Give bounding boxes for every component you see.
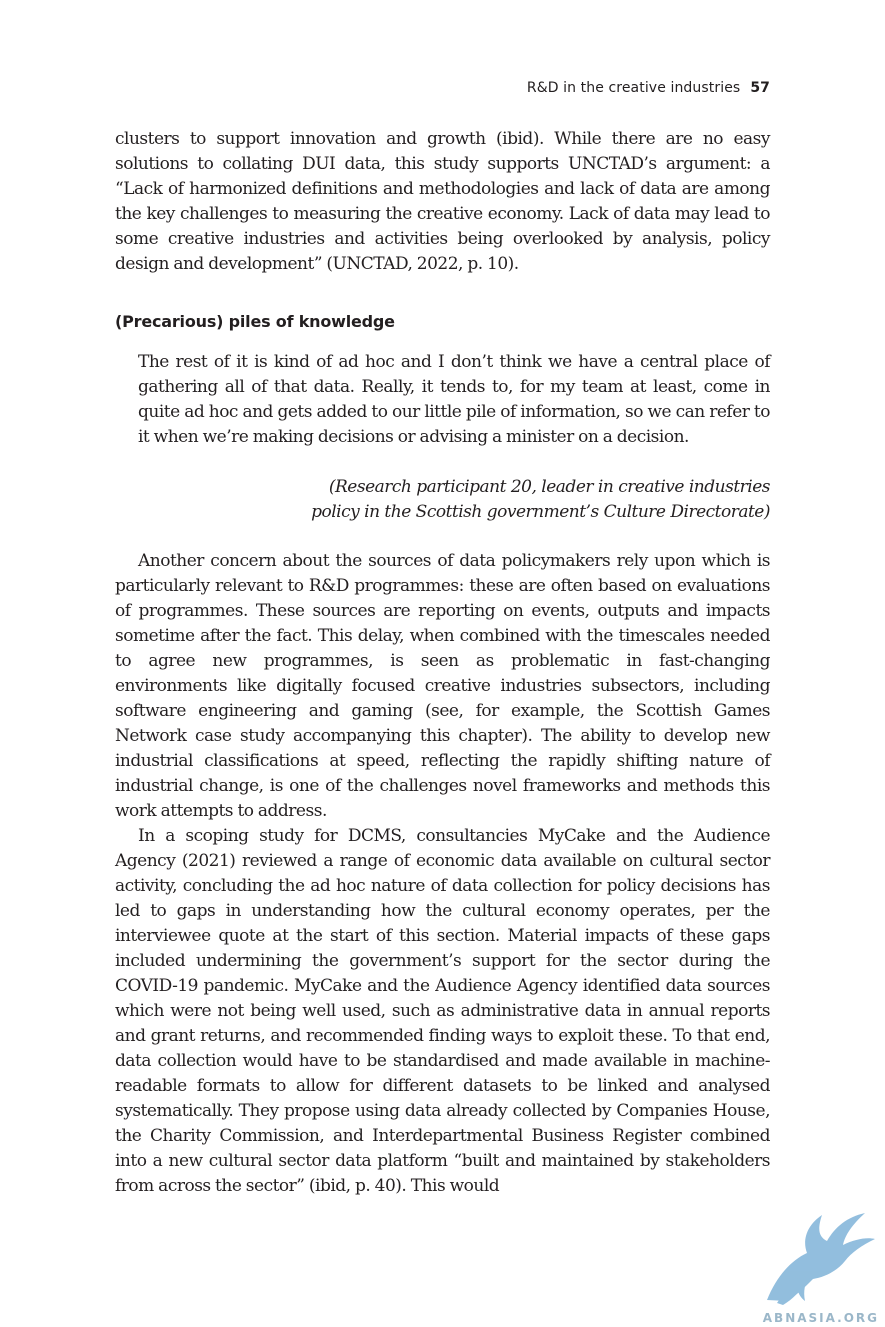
body-paragraph-2: In a scoping study for DCMS, consultancies MyCake and the Audience Agency (2021) reviewed a range of economic data available on cultural sector activity, concluding the ad hoc nature of data collection for policy decisions has led to gaps in understanding how the cultural economy operates, per the interviewee quote at the start of this section. Material impacts of these gaps included undermining the government’s support for the sector during the COVID-19 pandemic. MyCake and the Audience Agency identified data sources which were not being well used, such as administrative data in annual reports and grant returns, and recommended finding ways to exploit these. To that end, data collection would have to be standardised and made available in machine-readable formats to allow for different datasets to be linked and analysed systematically. They propose using data already collected by Companies House, the Charity Commission, and Interdepartmental Business Register combined into a new cultural sector data platform “built and maintained by stakeholders from across the sector” (ibid, p. 40). This would xyxy=(115,826,770,1196)
running-title: R&D in the creative industries xyxy=(526,80,741,96)
section-heading: (Precarious) piles of knowledge xyxy=(115,312,395,331)
quote-attribution xyxy=(210,475,770,525)
attribution-line-1: (Research participant 20, leader in creative industries xyxy=(328,477,770,497)
page-number: 57 xyxy=(750,80,770,96)
attribution-line-2: policy in the Scottish government’s Culture Directorate) xyxy=(311,502,770,522)
watermark-griffin-icon xyxy=(747,1205,877,1315)
running-head xyxy=(527,80,770,96)
body-paragraph-1: Another concern about the sources of data policymakers rely upon which is particularly relevant to R&D programmes: these are often based on evaluations of programmes. These sources are reporting on events, outputs and impacts sometime after the fact. This delay, when combined with the timescales needed to agree new programmes, is seen as problematic in fast-changing environments like digitally focused creative industries subsectors, including software engineering and gaming (see, for example, the Scottish Games Network case study accompanying this chapter). The ability to develop new industrial classifications at speed, reflecting the rapidly shifting nature of industrial change, is one of the challenges novel frameworks and methods this work attempts to address. xyxy=(115,551,770,821)
watermark-text: ABNASIA.ORG xyxy=(762,1311,879,1325)
block-quote: The rest of it is kind of ad hoc and I don’t think we have a central place of gathering all of that data. Really, it tends to, for my team at least, come in quite ad hoc and gets added to our little pile of information, so we can refer to it when we’re making decisions or advising a minister on a decision. xyxy=(138,352,770,447)
intro-paragraph: clusters to support innovation and growth (ibid). While there are no easy solutions to collating DUI data, this study supports UNCTAD’s argument: a “Lack of harmonized definitions and methodologies and lack of data are among the key challenges to measuring the creative economy. Lack of data may lead to some creative industries and activities being overlooked by analysis, policy design and development” (UNCTAD, 2022, p. 10). xyxy=(115,129,770,274)
